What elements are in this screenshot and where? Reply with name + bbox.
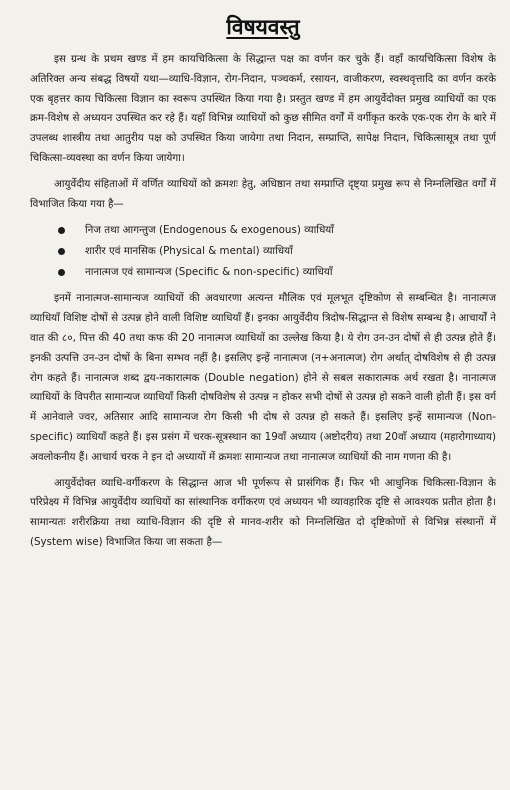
classification-list <box>30 220 496 283</box>
bullet-icon <box>58 227 65 234</box>
list-item-text: शारीर एवं मानसिक (Physical & mental) व्याधियाँ <box>85 245 293 258</box>
classification-intro-paragraph: आयुर्वेदीय संहिताओं में वर्णित व्याधियों को क्रमशः हेतु, अधिष्ठान तथा सम्प्राप्ति दृष्ट्या प्रमुख रूप से निम्नलिखित वर्गों में विभाजित किया गया है— <box>30 177 496 210</box>
bullet-icon <box>58 269 65 276</box>
page-title: विषयवस्तु <box>226 15 300 39</box>
list-item-text: नानात्मज एवं सामान्यज (Specific & non-specific) व्याधियाँ <box>85 266 333 279</box>
bullet-icon <box>58 248 65 255</box>
list-item <box>30 241 496 262</box>
list-item <box>30 220 496 241</box>
intro-paragraph: इस ग्रन्थ के प्रथम खण्ड में हम कायचिकित्सा के सिद्धान्त पक्ष का वर्णन कर चुके हैं। वहाँ कायचिकित्सा विशेष के अतिरिक्त अन्य संबद्ध विषयों यथा—व्याधि-विज्ञान, रोग-निदान, पञ्चकर्म, रसायन, वाजीकरण, स्वस्थवृत्तादि का वर्णन करके एक बृहत्तर काय चिकित्सा विज्ञान का स्वरूप उपस्थित किया गया है। प्रस्तुत खण्ड में हम आयुर्वेदोक्त प्रमुख व्याधियों का एक क्रम-विशेष से अध्ययन उपस्थित कर रहे हैं। यहाँ विभिन्न व्याधियों को कुछ सीमित वर्गों में वर्गीकृत करके एक-एक रोग के बारे में उपलब्ध शास्त्रीय तथा आतुरीय पक्ष को उपस्थित किया जायेगा तथा निदान, सम्प्राप्ति, सापेक्ष निदान, चिकित्सासूत्र तथा पूर्ण चिकित्सा-व्यवस्था का वर्णन किया जायेगा। <box>30 53 496 164</box>
nanatmaja-samanyaja-paragraph: इनमें नानात्मज-सामान्यज व्याधियों की अवधारणा अत्यन्त मौलिक एवं मूलभूत दृष्टिकोण से सम्बन्धित है। नानात्मज व्याधियाँ विशिष्ट दोषों से उत्पन्न होने वाली विशिष्ट व्याधियाँ हैं। इनका आयुर्वेदीय त्रिदोष-सिद्धान्त से विशेष सम्बन्ध है। आचार्यों ने वात की ८०, पित्त की 40 तथा कफ की 20 नानात्मज व्याधियों का उल्लेख किया है। ये रोग उन-उन दोषों से ही उत्पन्न होते हैं। इनकी उत्पत्ति उन-उन दोषों के बिना सम्भव नहीं है। इसलिए इन्हें नानात्मज (न+अनात्मज) रोग अर्थात् दोषविशेष से ही उत्पन्न रोग कहते हैं। नानात्मज शब्द द्वय-नकारात्मक (Double negation) होने से सबल सकारात्मक अर्थ रखता है। नानात्मज व्याधियों के विपरीत सामान्यज व्याधियाँ किसी दोषविशेष से उत्पन्न न होकर सभी दोषों से उत्पन्न हो सकने वाली होती हैं। इस वर्ग में आनेवाले ज्वर, अतिसार आदि सामान्यज रोग किसी भी दोष से उत्पन्न हो सकते हैं। इसलिए इन्हें सामान्यज (Non-specific) व्याधियाँ कहते हैं। इस प्रसंग में चरक-सूत्रस्थान का 19वाँ अध्याय (अष्टोदरीय) तथा 20वाँ अध्याय (महारोगाध्याय) अवलोकनीय हैं। आचार्य चरक ने इन दो अध्यायों में क्रमशः सामान्यज तथा नानात्मज व्याधियों की नाम गणना की है। <box>30 292 496 463</box>
system-wise-paragraph: आयुर्वेदोक्त व्याधि-वर्गीकरण के सिद्धान्त आज भी पूर्णरूप से प्रासंगिक हैं। फिर भी आधुनिक चिकित्सा-विज्ञान के परिप्रेक्ष्य में विभिन्न आयुर्वेदीय व्याधियों का सांस्थानिक वर्गीकरण एवं अध्ययन भी व्यावहारिक दृष्टि से आवश्यक प्रतीत होता है। सामान्यतः शरीरक्रिया तथा व्याधि-विज्ञान की दृष्टि से मानव-शरीर को निम्नलिखित दो दृष्टिकोणों से विभिन्न संस्थानों में (System wise) विभाजित किया जा सकता है— <box>30 476 496 548</box>
list-item <box>30 262 496 283</box>
list-item-text: निज तथा आगन्तुज (Endogenous & exogenous) व्याधियाँ <box>85 224 334 237</box>
